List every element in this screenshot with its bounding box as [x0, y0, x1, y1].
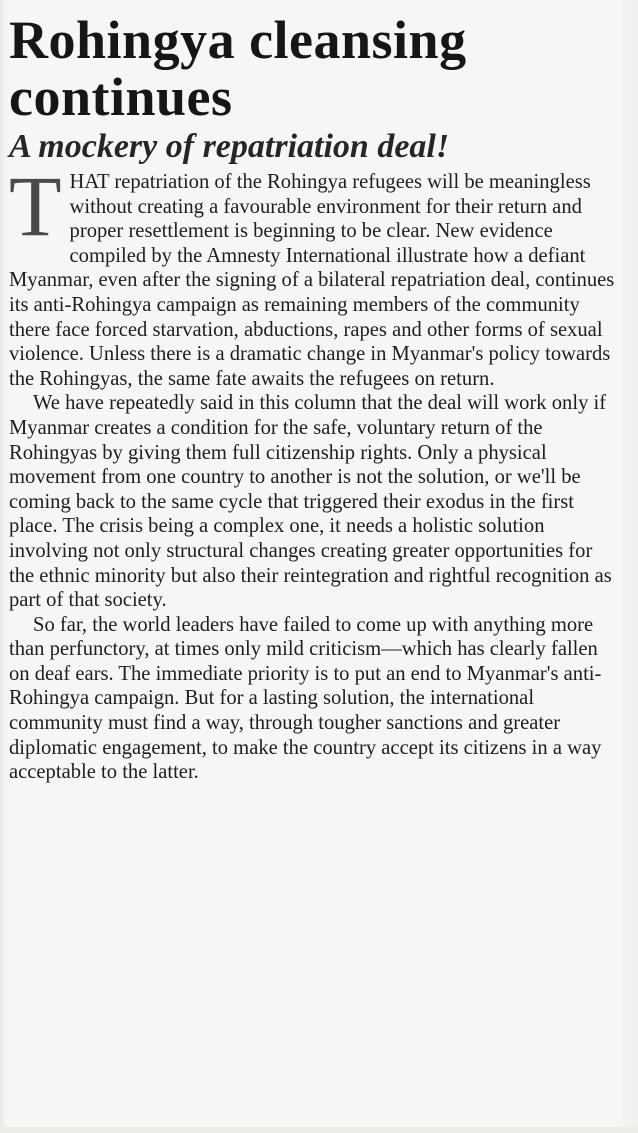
headline: Rohingya cleansing continues [9, 10, 467, 127]
paragraph-3: So far, the world leaders have failed to come up with anything more than perfunctory, at times only mild criticism—which has clearly fallen on deaf ears. The immediate priority is to put an end to Myanmar's anti-Rohingya campaign. But for a lasting solution, the international community must find a way, through tougher sanctions and greater diplomatic engagement, to make the country accept its citizens in a way acceptable to the latter. [9, 613, 602, 784]
paragraph-2: We have repeatedly said in this column that the deal will work only if Myanmar creates a condition for the safe, voluntary return of the Rohingyas by giving them full citizenship rights. Only a physical movement from one country to another is not the solution, or we'll be coming back to the same cycle that triggered their exodus in the first place. The crisis being a complex one, it needs a holistic solution involving not only structural changes creating greater opportunities for the ethnic minority but also their reintegration and rightful recognition as part of that society. [9, 392, 612, 612]
page-bottom-edge [0, 1127, 638, 1133]
article-body [9, 158, 620, 785]
subheadline: A mockery of repatriation deal! [9, 128, 450, 165]
paragraph-1-text: HAT repatriation of the Rohingya refugees will be meaningless without creating a favourable environment for their return and proper resettlement is beginning to be clear. New evidence compiled by the Amnesty International illustrate how a defiant Myanmar, even after the signing of a bilateral repatriation deal, continues its anti-Rohingya campaign as remaining members of the community there face forced starvation, abductions, rapes and other forms of sexual violence. Unless there is a dramatic change in Myanmar's policy towards the Rohingyas, the same fate awaits the refugees on return. [9, 171, 615, 390]
drop-cap: T [9, 158, 62, 254]
paragraph-1 [9, 158, 620, 391]
